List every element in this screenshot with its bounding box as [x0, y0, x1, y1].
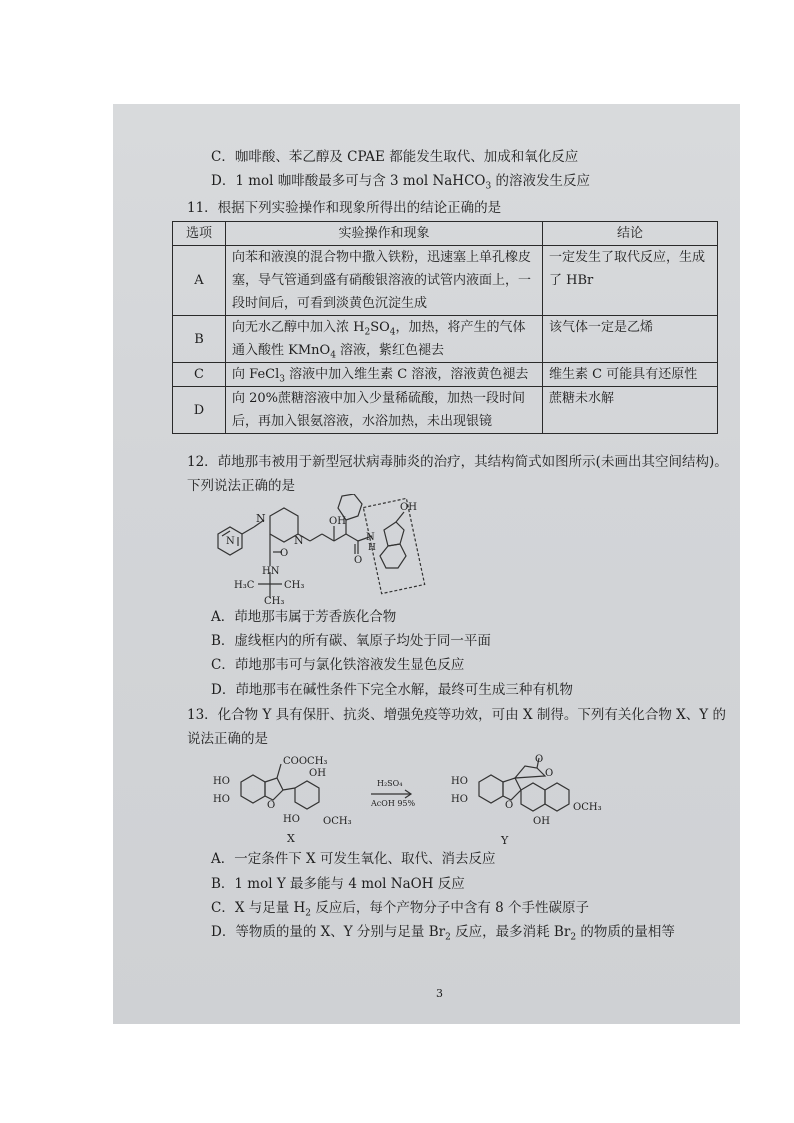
- atom-ch3-bottom: CH₃: [264, 596, 285, 606]
- row-choice: A: [173, 246, 226, 316]
- x-oh-top: OH: [309, 768, 326, 779]
- row-choice: D: [173, 387, 226, 434]
- table-row: [173, 316, 718, 363]
- q12-option-c: C．茚地那韦可与氯化铁溶液发生显色反应: [211, 657, 465, 673]
- header-choice: 选项: [173, 222, 226, 246]
- q12-option-b: B．虚线框内的所有碳、氧原子均处于同一平面: [211, 633, 491, 649]
- row-operation: 向无水乙醇中加入浓 $H_2SO_4$，加热，将产生的气体通入酸性 KMnO$_4$ 溶液，紫红色褪去: [226, 316, 543, 363]
- row-conclusion: 维生素 C 可能具有还原性: [543, 363, 718, 387]
- atom-o2: O: [280, 548, 289, 559]
- header-conclusion: 结论: [543, 222, 718, 246]
- atom-h-amide: H: [368, 543, 376, 553]
- q13-option-d: D．等物质的量的 X、Y 分别与足量 $Br_2$ 反应，最多消耗 $Br_2$ 的物质的量相等: [211, 924, 675, 943]
- q10-option-c: C．咖啡酸、苯乙醇及 CPAE 都能发生取代、加成和氧化反应: [211, 149, 579, 165]
- atom-h3c: H₃C: [234, 580, 255, 591]
- q12-option-d: D．茚地那韦在碱性条件下完全水解，最终可生成三种有机物: [211, 682, 573, 698]
- row-choice: C: [173, 363, 226, 387]
- y-ho-top: HO: [451, 776, 468, 787]
- y-lactone-o: O: [545, 768, 554, 779]
- atom-n-pyridine: N: [226, 536, 235, 547]
- row-operation: 向苯和液溴的混合物中撒入铁粉，迅速塞上单孔橡皮塞，导气管通到盛有硝酸银溶液的试管内液面上，一段时间后，可看到淡黄色沉淀生成: [226, 246, 543, 316]
- q12-stem-line2: 下列说法正确的是: [187, 478, 295, 494]
- x-och3: OCH₃: [323, 816, 352, 827]
- q12-stem-line1: 12．茚地那韦被用于新型冠状病毒肺炎的治疗，其结构简式如图所示(未画出其空间结构)。: [187, 454, 728, 470]
- table-row: [173, 387, 718, 434]
- table-row: [173, 363, 718, 387]
- row-choice: B: [173, 316, 226, 363]
- atom-hn: HN: [262, 566, 280, 577]
- atom-oh2: OH: [400, 502, 417, 513]
- row-operation: 向 20%蔗糖溶液中加入少量稀硫酸，加热一段时间后，再加入银氨溶液，水浴加热，未出现银镜: [226, 387, 543, 434]
- x-ho-bottom: HO: [213, 794, 230, 805]
- reaction-x-to-y: [211, 754, 691, 849]
- y-oh: OH: [533, 816, 550, 827]
- x-label: X: [287, 832, 295, 845]
- reagent-h2so4: H₂SO₄: [377, 779, 403, 788]
- q13-stem-line2: 说法正确的是: [187, 731, 268, 747]
- x-ho-top: HO: [213, 776, 230, 787]
- y-label: Y: [501, 834, 509, 847]
- q13-option-c: C．X 与足量 $H_2$ 反应后，每个产物分子中含有 8 个手性碳原子: [211, 900, 589, 919]
- atom-n2: N: [294, 534, 304, 547]
- x-ring-o: O: [267, 800, 276, 811]
- q13-option-a: A．一定条件下 X 可发生氧化、取代、消去反应: [211, 851, 496, 867]
- q11-table: [172, 221, 718, 434]
- row-operation: 向 FeCl$_3$ 溶液中加入维生素 C 溶液，溶液黄色褪去: [226, 363, 543, 387]
- reagent-acoh: AcOH 95%: [371, 799, 416, 808]
- y-carbonyl-o: O: [535, 754, 544, 765]
- q10-option-d: D．1 mol 咖啡酸最多可与含 3 mol NaHCO$_3$ 的溶液发生反应: [211, 173, 591, 192]
- q12-option-a: A．茚地那韦属于芳香族化合物: [211, 609, 397, 625]
- indinavir-structure: [208, 494, 458, 606]
- q13-option-b: B．1 mol Y 最多能与 4 mol NaOH 反应: [211, 876, 465, 892]
- atom-oh1: OH: [329, 516, 346, 527]
- table-header-row: [173, 222, 718, 246]
- page-number: 3: [436, 987, 443, 1000]
- q13-stem-line1: 13．化合物 Y 具有保肝、抗炎、增强免疫等功效，可由 X 制得。下列有关化合物 X、Y 的: [187, 707, 726, 723]
- row-conclusion: 蔗糖未水解: [543, 387, 718, 434]
- x-cooch3: COOCH₃: [283, 756, 328, 767]
- atom-n1: N: [256, 512, 266, 525]
- atom-o-amide: O: [354, 555, 363, 566]
- header-operation: 实验操作和现象: [226, 222, 543, 246]
- y-ring-o: O: [505, 800, 514, 811]
- y-ho-bottom: HO: [451, 794, 468, 805]
- atom-n-amide: N: [366, 532, 375, 543]
- table-row: [173, 246, 718, 316]
- exam-page: [113, 104, 740, 1024]
- row-conclusion: 一定发生了取代反应，生成了 HBr: [543, 246, 718, 316]
- y-och3: OCH₃: [573, 802, 602, 813]
- row-conclusion: 该气体一定是乙烯: [543, 316, 718, 363]
- x-ho-lower: HO: [283, 814, 300, 825]
- atom-ch3-right: CH₃: [284, 580, 305, 591]
- q11-stem: 11．根据下列实验操作和现象所得出的结论正确的是: [187, 200, 502, 216]
